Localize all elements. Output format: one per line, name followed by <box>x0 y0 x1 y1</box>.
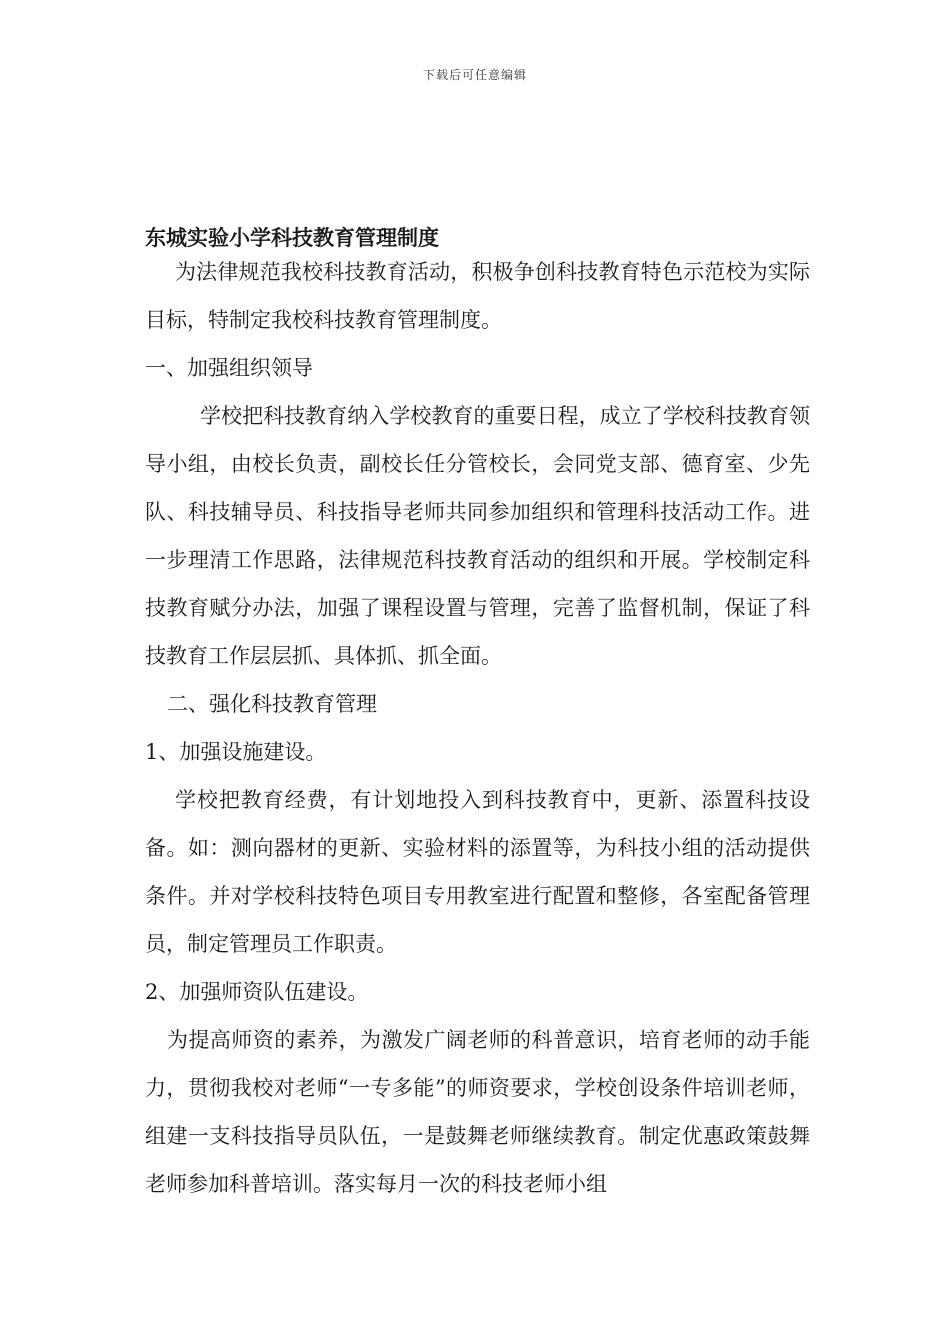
page-header-note: 下载后可任意编辑 <box>422 68 527 82</box>
document-body <box>145 224 810 1208</box>
item1-paragraph: 学校把教育经费，有计划地投入到科技教育中，更新、添置科技设备。如：测向器材的更新、实验材料的添置等，为科技小组的活动提供条件。并对学校科技特色项目专用教室进行配置和整修，各室配备管理员，制定管理员工作职责。 <box>145 788 810 956</box>
section1-paragraph: 学校把科技教育纳入学校教育的重要日程，成立了学校科技教育领导小组，由校长负责，副校长任分管校长，会同党支部、德育室、少先队、科技辅导员、科技指导老师共同参加组织和管理科技活动工作。进一步理清工作思路，法律规范科技教育活动的组织和开展。学校制定科技教育赋分办法，加强了课程设置与管理，完善了监督机制，保证了科技教育工作层层抓、具体抓、抓全面。 <box>145 404 810 668</box>
item2-heading: 2、加强师资队伍建设。 <box>145 980 369 1004</box>
section2-heading: 二、强化科技教育管理 <box>167 692 377 716</box>
intro-paragraph: 为法律规范我校科技教育活动，积极争创科技教育特色示范校为实际目标，特制定我校科技教育管理制度。 <box>145 260 810 332</box>
item2-paragraph: 为提高师资的素养，为激发广阔老师的科普意识，培育老师的动手能力，贯彻我校对老师“一专多能”的师资要求，学校创设条件培训老师，组建一支科技指导员队伍，一是鼓舞老师继续教育。制定优惠政策鼓舞老师参加科普培训。落实每月一次的科技老师小组 <box>145 1028 810 1196</box>
item1-heading: 1、加强设施建设。 <box>145 740 327 764</box>
document-title: 东城实验小学科技教育管理制度 <box>145 225 439 250</box>
section1-heading: 一、加强组织领导 <box>145 356 313 380</box>
